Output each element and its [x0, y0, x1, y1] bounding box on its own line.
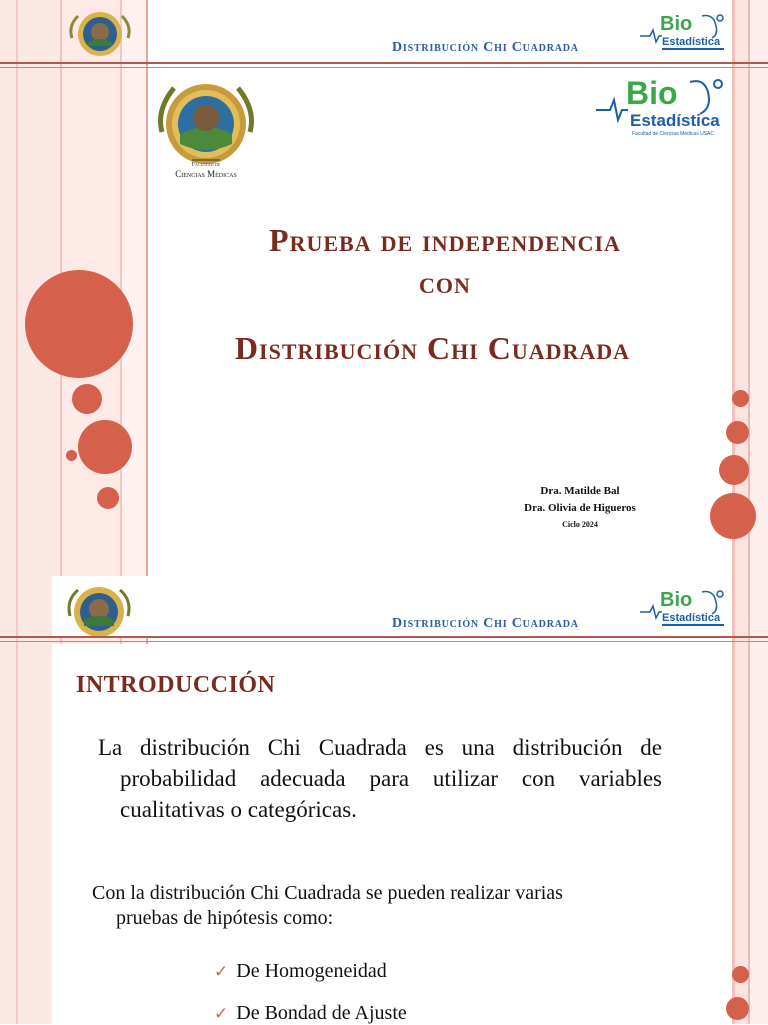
decor-circle — [710, 493, 756, 539]
decor-circle — [726, 997, 749, 1020]
intro-paragraph-1: La distribución Chi Cuadrada es una distribución de probabilidad adecuada para utilizar con variables cualitativas o categóricas. — [98, 735, 662, 822]
slide1-title-line1: Prueba de independencia — [269, 222, 621, 258]
decor-circle — [719, 455, 749, 485]
checkmark-icon: ✓ — [214, 1004, 229, 1023]
seal-caption-top: Facultad de — [191, 162, 221, 168]
logo-bio-text: Bio — [660, 589, 693, 611]
bullet-item-1 — [214, 960, 387, 983]
decor-circle-large — [25, 270, 133, 378]
slide2-header-line — [0, 636, 768, 638]
slide1-header-title: Distribución Chi Cuadrada — [392, 40, 579, 55]
bioestadistica-logo-small — [640, 10, 730, 54]
bioestadistica-logo-small — [640, 586, 730, 630]
logo-estadistica-text-large: Estadística — [630, 111, 720, 130]
slide2-header-line-thin — [0, 641, 768, 642]
slide-2 — [0, 576, 768, 1024]
slide2-header-title: Distribución Chi Cuadrada — [392, 616, 579, 631]
logo-bio-text: Bio — [660, 13, 693, 35]
logo-estadistica-text: Estadística — [662, 612, 721, 624]
cycle-label: Ciclo 2024 — [562, 520, 598, 529]
intro-paragraph-2: Con la distribución Chi Cuadrada se pueden realizar varias pruebas de hipótesis como: — [92, 882, 563, 929]
decor-circle — [66, 450, 77, 461]
slide2-body — [52, 644, 732, 1024]
bullet-item-2 — [214, 1002, 407, 1025]
faculty-seal-icon — [152, 72, 260, 180]
bullet-label-2: De Bondad de Ajuste — [236, 1002, 407, 1024]
small-seal-icon — [66, 8, 134, 60]
bullet-label-1: De Homogeneidad — [236, 960, 387, 982]
decor-circle — [732, 390, 749, 407]
decor-circle — [72, 384, 102, 414]
slide1-title-line2: con — [419, 264, 471, 300]
slide1-title-line3: Distribución Chi Cuadrada — [234, 330, 631, 366]
slide1-header-line — [0, 62, 768, 64]
author-1: Dra. Matilde Bal — [540, 485, 620, 497]
slide2-heading: INTRODUCCIÓN — [76, 672, 276, 698]
decor-circle — [726, 421, 749, 444]
logo-subtitle: Facultad de Ciencias Médicas USAC — [632, 131, 714, 137]
logo-bio-text-large: Bio — [626, 75, 678, 111]
checkmark-icon: ✓ — [214, 962, 229, 981]
decor-circle — [97, 487, 119, 509]
author-2: Dra. Olivia de Higueros — [524, 502, 636, 514]
small-seal-icon — [64, 582, 134, 644]
bioestadistica-logo — [596, 72, 730, 138]
logo-estadistica-text: Estadística — [662, 36, 721, 48]
slide1-header-line-thin — [0, 67, 768, 68]
seal-caption: Ciencias Médicas — [175, 169, 237, 179]
decor-circle — [78, 420, 132, 474]
decor-circle — [732, 966, 749, 983]
